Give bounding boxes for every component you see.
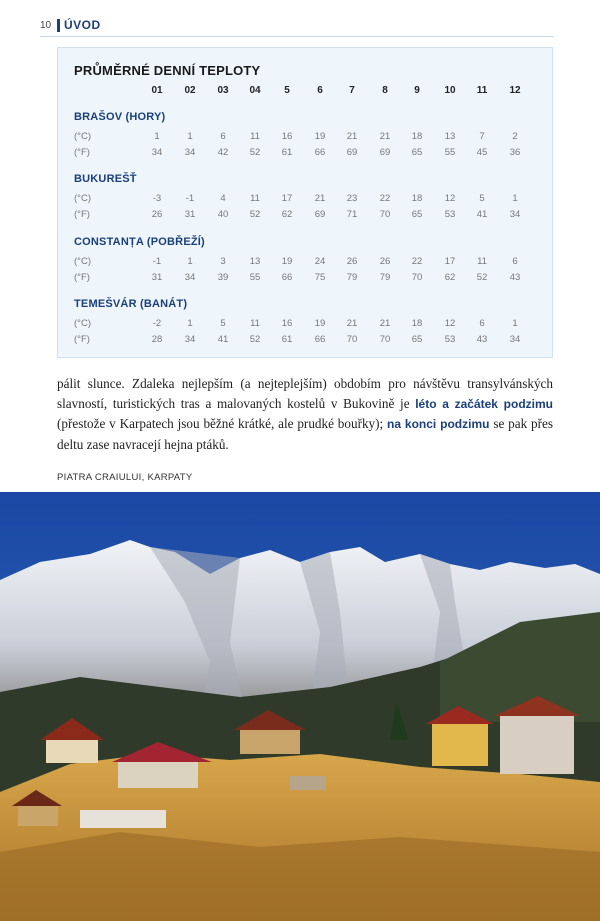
temperature-cell: 21 — [379, 131, 391, 142]
temperature-cell: 52 — [249, 333, 261, 345]
temperature-cell: 1 — [187, 256, 193, 267]
temperature-cell: 65 — [411, 208, 423, 220]
temperature-cell: 65 — [411, 333, 423, 345]
temperature-cell: 28 — [151, 333, 163, 345]
temperature-cell: 5 — [220, 318, 226, 329]
city-title: BRAŠOV (HORY) — [74, 111, 166, 123]
temperature-cell: 7 — [479, 131, 485, 142]
body-text-2: (přestože v Karpatech jsou běžné krátké, ale prudké bouřky); — [57, 416, 388, 431]
temperature-cell: 1 — [187, 318, 193, 329]
month-label: 6 — [317, 85, 323, 96]
month-label: 7 — [349, 85, 355, 96]
house — [118, 760, 198, 788]
temperature-cell: 18 — [411, 193, 423, 204]
house — [432, 722, 488, 766]
temperature-cell: 42 — [217, 146, 229, 158]
temperature-cell: 61 — [281, 146, 293, 158]
temperature-cell: 3 — [220, 256, 226, 267]
temperature-cell: -2 — [152, 318, 162, 329]
temperature-cell: 26 — [379, 256, 391, 267]
temperature-cell: 19 — [314, 131, 326, 142]
photo-caption: PIATRA CRAIULUI, KARPATY — [57, 472, 193, 483]
month-label: 01 — [151, 85, 163, 96]
body-paragraph — [57, 374, 553, 454]
city-title: BUKUREŠŤ — [74, 173, 137, 185]
temperature-cell: 45 — [476, 146, 488, 158]
temperature-cell: 12 — [444, 193, 456, 204]
meadow-shadow — [0, 832, 600, 921]
temperature-cell: -3 — [152, 193, 162, 204]
month-label: 5 — [284, 85, 290, 96]
city-title: CONSTANȚA (POBŘEŽÍ) — [74, 236, 205, 248]
temperature-cell: 40 — [217, 208, 229, 220]
house — [240, 728, 300, 754]
month-label: 02 — [184, 85, 196, 96]
temperature-cell: 13 — [249, 256, 261, 267]
temperature-cell: 39 — [217, 271, 229, 283]
temperature-cell: -1 — [152, 256, 162, 267]
temperature-cell: 1 — [512, 318, 518, 329]
temperature-cell: 71 — [346, 208, 358, 220]
temperature-cell: 53 — [444, 333, 456, 345]
unit-label: (°C) — [74, 256, 91, 267]
temperature-cell: 69 — [379, 146, 391, 158]
house — [80, 810, 166, 828]
temperature-cell: 31 — [184, 208, 196, 220]
temperature-cell: 41 — [217, 333, 229, 345]
temperature-cell: 53 — [444, 208, 456, 220]
temperature-cell: 66 — [314, 333, 326, 345]
temperature-cell: 18 — [411, 131, 423, 142]
temperature-cell: 34 — [184, 271, 196, 283]
temperature-cell: 11 — [250, 193, 260, 204]
temperature-cell: 22 — [411, 256, 423, 267]
temperature-cell: 22 — [379, 193, 391, 204]
unit-label: (°F) — [74, 333, 90, 345]
header-accent-bar — [57, 19, 60, 32]
temperature-cell: 17 — [444, 256, 456, 267]
temperature-cell: 52 — [249, 208, 261, 220]
unit-label: (°C) — [74, 193, 91, 204]
temperature-cell: 31 — [151, 271, 163, 283]
mountain-landscape-photo — [0, 492, 600, 921]
temperature-cell: 2 — [512, 131, 518, 142]
temperature-cell: 52 — [249, 146, 261, 158]
temperature-cell: 24 — [314, 256, 326, 267]
temperature-cell: 70 — [379, 333, 391, 345]
temperature-cell: 61 — [281, 333, 293, 345]
body-text-3: se pak přes deltu zase navracejí hejna ptáků. — [57, 416, 554, 452]
temperature-cell: 19 — [281, 256, 293, 267]
house — [290, 776, 326, 790]
unit-label: (°C) — [74, 318, 91, 329]
temperature-cell: 34 — [151, 146, 163, 158]
header-divider — [40, 36, 554, 37]
house — [18, 804, 58, 826]
month-label: 11 — [476, 85, 488, 96]
temperature-cell: 1 — [154, 131, 160, 142]
temperature-cell: 1 — [512, 193, 518, 204]
temperature-cell: 16 — [281, 131, 293, 142]
unit-label: (°F) — [74, 208, 90, 220]
temperature-cell: 16 — [281, 318, 293, 329]
temperature-cell: 52 — [476, 271, 488, 283]
temperature-cell: 70 — [379, 208, 391, 220]
temperature-table — [57, 47, 553, 358]
city-title: TEMEŠVÁR (BANÁT) — [74, 298, 188, 310]
temperature-cell: 6 — [479, 318, 485, 329]
house — [500, 714, 574, 774]
house — [46, 737, 98, 763]
temperature-cell: 4 — [220, 193, 226, 204]
temperature-cell: 6 — [512, 256, 518, 267]
unit-label: (°C) — [74, 131, 91, 142]
temperature-cell: 34 — [184, 333, 196, 345]
month-label: 9 — [414, 85, 420, 96]
temperature-cell: 17 — [281, 193, 293, 204]
highlight-late-autumn: na konci podzimu — [387, 417, 490, 431]
temperature-cell: 34 — [509, 208, 521, 220]
page-number: 10 — [40, 20, 52, 31]
temperature-cell: 62 — [444, 271, 456, 283]
temperature-cell: 21 — [314, 193, 326, 204]
body-text-1: pálit slunce. Zdaleka nejlepším (a nejteplejším) obdobím pro návštěvu transylvánských slavností, turistických tras a malovaných kostelů v Bukovině je — [57, 376, 553, 411]
temperature-cell: 12 — [444, 318, 456, 329]
temperature-cell: 21 — [346, 131, 358, 142]
temperature-cell: 11 — [477, 256, 487, 267]
temperature-cell: 1 — [187, 131, 193, 142]
temperature-cell: 62 — [281, 208, 293, 220]
unit-label: (°F) — [74, 146, 90, 158]
temperature-cell: 65 — [411, 146, 423, 158]
temperature-cell: 79 — [379, 271, 391, 283]
temperature-cell: 5 — [479, 193, 485, 204]
temperature-cell: 70 — [411, 271, 423, 283]
month-label: 12 — [509, 85, 521, 96]
temperature-cell: 75 — [314, 271, 326, 283]
temperature-cell: 26 — [346, 256, 358, 267]
section-title: ÚVOD — [64, 18, 101, 32]
temperature-cell: 26 — [151, 208, 163, 220]
temperature-cell: 23 — [346, 193, 358, 204]
temperature-cell: 34 — [184, 146, 196, 158]
temperature-cell: 13 — [444, 131, 456, 142]
temperature-cell: 34 — [509, 333, 521, 345]
temperature-cell: 11 — [250, 318, 260, 329]
month-label: 03 — [217, 85, 229, 96]
temperature-cell: 41 — [476, 208, 488, 220]
temperature-cell: 18 — [411, 318, 423, 329]
temperature-cell: 79 — [346, 271, 358, 283]
temperature-cell: 43 — [509, 271, 521, 283]
temperature-cell: 36 — [509, 146, 521, 158]
page-header — [40, 14, 554, 36]
temperature-cell: 66 — [314, 146, 326, 158]
temperature-cell: 55 — [444, 146, 456, 158]
temperature-cell: 69 — [346, 146, 358, 158]
temperature-cell: 19 — [314, 318, 326, 329]
unit-label: (°F) — [74, 271, 90, 283]
month-label: 8 — [382, 85, 388, 96]
temperature-cell: 43 — [476, 333, 488, 345]
temperature-cell: 70 — [346, 333, 358, 345]
temperature-cell: 6 — [220, 131, 226, 142]
temperature-cell: 55 — [249, 271, 261, 283]
table-title: PRŮMĚRNÉ DENNÍ TEPLOTY — [74, 63, 261, 78]
temperature-cell: 69 — [314, 208, 326, 220]
month-label: 10 — [444, 85, 456, 96]
highlight-summer-autumn: léto a začátek podzimu — [415, 396, 554, 411]
temperature-cell: -1 — [185, 193, 195, 204]
temperature-cell: 11 — [250, 131, 260, 142]
temperature-cell: 21 — [379, 318, 391, 329]
temperature-cell: 21 — [346, 318, 358, 329]
month-label: 04 — [249, 85, 261, 96]
temperature-cell: 66 — [281, 271, 293, 283]
